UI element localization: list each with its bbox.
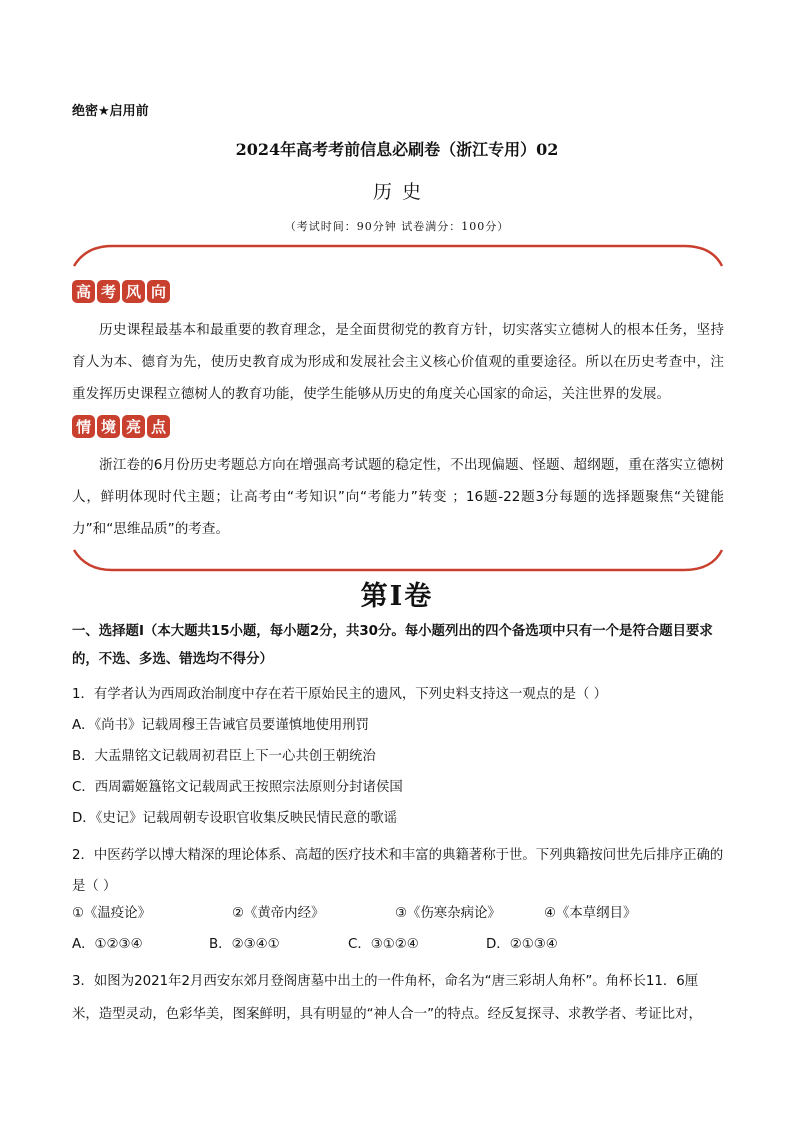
- volume-title: 第Ⅰ卷: [360, 581, 434, 612]
- subject-title: 历史: [372, 181, 431, 203]
- secret-label: 绝密★启用前: [72, 104, 149, 119]
- section-heading: 一、选择题Ⅰ（本大题共15小题，每小题2分，共30分。每小题列出的四个备选项中只有一个是符合题目要求的，不选、多选、错选均不得分）: [72, 624, 713, 667]
- badge-char: 境: [97, 415, 120, 438]
- question-1-option-b: B．大盂鼎铭文记载周初君臣上下一心共创王朝统治: [72, 749, 376, 764]
- badge-char: 点: [147, 415, 170, 438]
- question-2-item: ①《温疫论》: [72, 906, 151, 921]
- badge-char: 情: [72, 415, 95, 438]
- intro-paragraph-2: 浙江卷的6月份历史考题总方向在增强高考试题的稳定性，不出现偏题、怪题、超纲题，重在落实立德树人，鲜明体现时代主题；让高考由“考知识”向“考能力”转变 ；16题-22题3分每题的选择题聚焦“关键能力”和“思维品质”的考查。: [72, 457, 724, 537]
- intro-frame-top-arc: [74, 246, 722, 266]
- question-2: 2．中医药学以博大精深的理论体系、高超的医疗技术和丰富的典籍著称于世。下列典籍按问世先后排序正确的是（ ）: [72, 848, 724, 894]
- intro-frame-bottom-arc: [74, 550, 722, 570]
- badge-char: 高: [72, 280, 95, 303]
- question-1-option-a: A．《尚书》记载周穆王告诫官员要谨慎地使用刑罚: [72, 718, 370, 733]
- badge-char: 向: [147, 280, 170, 303]
- page-title: 2024年高考考前信息必刷卷（浙江专用）02: [235, 140, 559, 159]
- exam-info: （考试时间：90分钟 试卷满分：100分）: [284, 220, 510, 233]
- question-1-option-c: C．西周霸姬簋铭文记载周武王按照宗法原则分封诸侯国: [72, 780, 403, 795]
- question-2-option-a: A．①②③④: [72, 937, 143, 952]
- badge-char: 风: [122, 280, 145, 303]
- badge-exam-trend: [72, 280, 170, 304]
- question-1-option-d: D．《史记》记载周朝专设职官收集反映民情民意的歌谣: [72, 811, 397, 826]
- badge-context-highlights: [72, 415, 170, 439]
- question-2-item: ④《本草纲目》: [544, 906, 637, 921]
- question-2-option-b: B．②③④①: [209, 937, 280, 952]
- question-1: 1．有学者认为西周政治制度中存在若干原始民主的遗风，下列史料支持这一观点的是（ ）: [72, 687, 608, 702]
- question-2-item: ②《黄帝内经》: [232, 906, 325, 921]
- badge-char: 亮: [122, 415, 145, 438]
- question-3: 3．如图为2021年2月西安东郊月登阁唐墓中出土的一件角杯，命名为“唐三彩胡人角杯”。角杯长11．6厘米，造型灵动，色彩华美，图案鲜明，具有明显的“神人合一”的特点。经反复探寻、求教学者、考证比对，: [72, 974, 702, 1022]
- badge-char: 考: [97, 280, 120, 303]
- question-2-option-d: D．②①③④: [486, 937, 558, 952]
- question-2-item: ③《伤寒杂病论》: [395, 906, 501, 921]
- intro-paragraph-1: 历史课程最基本和最重要的教育理念，是全面贯彻党的教育方针，切实落实立德树人的根本任务，坚持育人为本、德育为先，使历史教育成为形成和发展社会主义核心价值观的重要途径。所以在历史考查中，注重发挥历史课程立德树人的教育功能，使学生能够从历史的角度关心国家的命运，关注世界的发展。: [72, 322, 724, 402]
- question-2-option-c: C．③①②④: [348, 937, 419, 952]
